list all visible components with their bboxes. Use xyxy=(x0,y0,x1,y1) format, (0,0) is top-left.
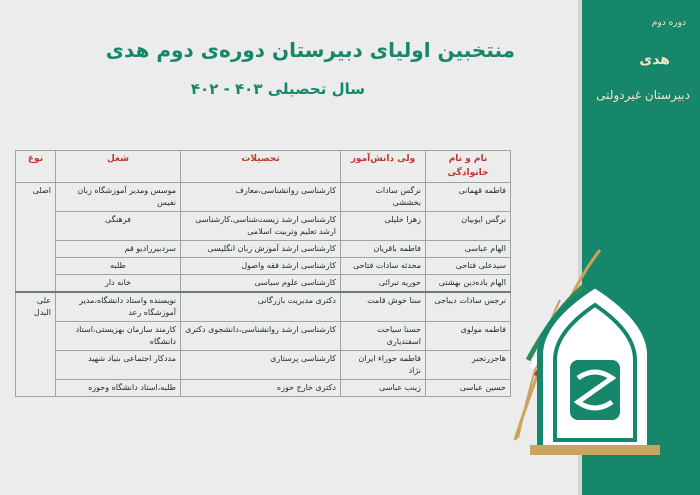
cell-student: سنا خوش قامت xyxy=(341,292,426,322)
logo-line-2: هدی xyxy=(639,52,670,68)
table-row xyxy=(16,275,511,293)
header-type: نوع xyxy=(16,151,56,183)
cell-student: محدثه سادات فتاحی xyxy=(341,258,426,275)
cell-education: کارشناسی علوم سیاسی xyxy=(181,275,341,293)
cell-type: اصلی xyxy=(16,183,56,293)
table-row xyxy=(16,380,511,397)
cell-job: سردبیررادیو قم xyxy=(56,241,181,258)
school-emblem xyxy=(500,260,690,460)
cell-name: نرجس سادات دیباجی xyxy=(426,292,511,322)
cell-name: حسین عباسی xyxy=(426,380,511,397)
table-row xyxy=(16,351,511,380)
table-row xyxy=(16,183,511,212)
cell-name: فاطمه قهمانی xyxy=(426,183,511,212)
table-row xyxy=(16,241,511,258)
cell-job: طلبه xyxy=(56,258,181,275)
academic-year: سال تحصیلی ۴۰۳ - ۴۰۲ xyxy=(190,80,365,98)
cell-job: مددکار اجتماعی بنیاد شهید xyxy=(56,351,181,380)
cell-student: زهرا خلیلی xyxy=(341,212,426,241)
members-table xyxy=(15,150,511,397)
cell-education: دکتری خارج حوزه xyxy=(181,380,341,397)
cell-education: کارشناسی ارشد فقه واصول xyxy=(181,258,341,275)
cell-job: فرهنگی xyxy=(56,212,181,241)
cell-job: کارمند سازمان بهزیستی،استاد دانشگاه xyxy=(56,322,181,351)
school-logo xyxy=(592,18,692,118)
cell-education: دکتری مدیریت بازرگانی xyxy=(181,292,341,322)
cell-job: نویسنده واستاد دانشگاه،مدیر آموزشگاه رعد xyxy=(56,292,181,322)
table-header-row xyxy=(16,151,511,183)
cell-student: فاطمه باقریان xyxy=(341,241,426,258)
logo-line-3: دبیرستان غیردولتی xyxy=(596,88,690,102)
cell-education: کارشناسی ارشد آموزش زبان انگلیسی xyxy=(181,241,341,258)
cell-student: حوریه تبرائی xyxy=(341,275,426,293)
cell-name: الهام باده‌دین بهشتی xyxy=(426,275,511,293)
page-title: منتخبین اولیای دبیرستان دوره‌ی دوم هدی xyxy=(105,38,515,62)
cell-education: کارشناسی ارشد زیست‌شناسی،کارشناسی ارشد تعلیم وتربیت اسلامی xyxy=(181,212,341,241)
table-row xyxy=(16,292,511,322)
cell-name: هاجررنجبر xyxy=(426,351,511,380)
parents-table xyxy=(15,150,510,420)
cell-name: نرگس ایوبیان xyxy=(426,212,511,241)
cell-student: حسنا سیاحت اسفندیاری xyxy=(341,322,426,351)
table-row xyxy=(16,258,511,275)
cell-name: الهام عباسی xyxy=(426,241,511,258)
cell-name: سیدعلی فتاحی xyxy=(426,258,511,275)
cell-student: فاطمه حوراء ایران نژاد xyxy=(341,351,426,380)
cell-job: خانه دار xyxy=(56,275,181,293)
table-row xyxy=(16,212,511,241)
cell-education: کارشناسی روانشناسی،معارف xyxy=(181,183,341,212)
cell-job: موسس ومدیر آموزشگاه زبان نفیس xyxy=(56,183,181,212)
table-row xyxy=(16,322,511,351)
cell-student: نرگس سادات بخششی xyxy=(341,183,426,212)
header-student: ولی دانش‌آموز xyxy=(341,151,426,183)
cell-education: کارشناسی ارشد روانشناسی،دانشجوی دکتری xyxy=(181,322,341,351)
header-job: شغل xyxy=(56,151,181,183)
cell-education: کارشناسی پرستاری xyxy=(181,351,341,380)
cell-job: طلبه،استاد دانشگاه وحوزه xyxy=(56,380,181,397)
cell-name: فاطمه مولوی xyxy=(426,322,511,351)
header-name: نام و نام خانوادگی xyxy=(426,151,511,183)
cell-type: علی البدل xyxy=(16,292,56,397)
cell-student: زینب عباسی xyxy=(341,380,426,397)
header-education: تحصیلات xyxy=(181,151,341,183)
logo-line-1: دوره دوم xyxy=(651,18,686,28)
